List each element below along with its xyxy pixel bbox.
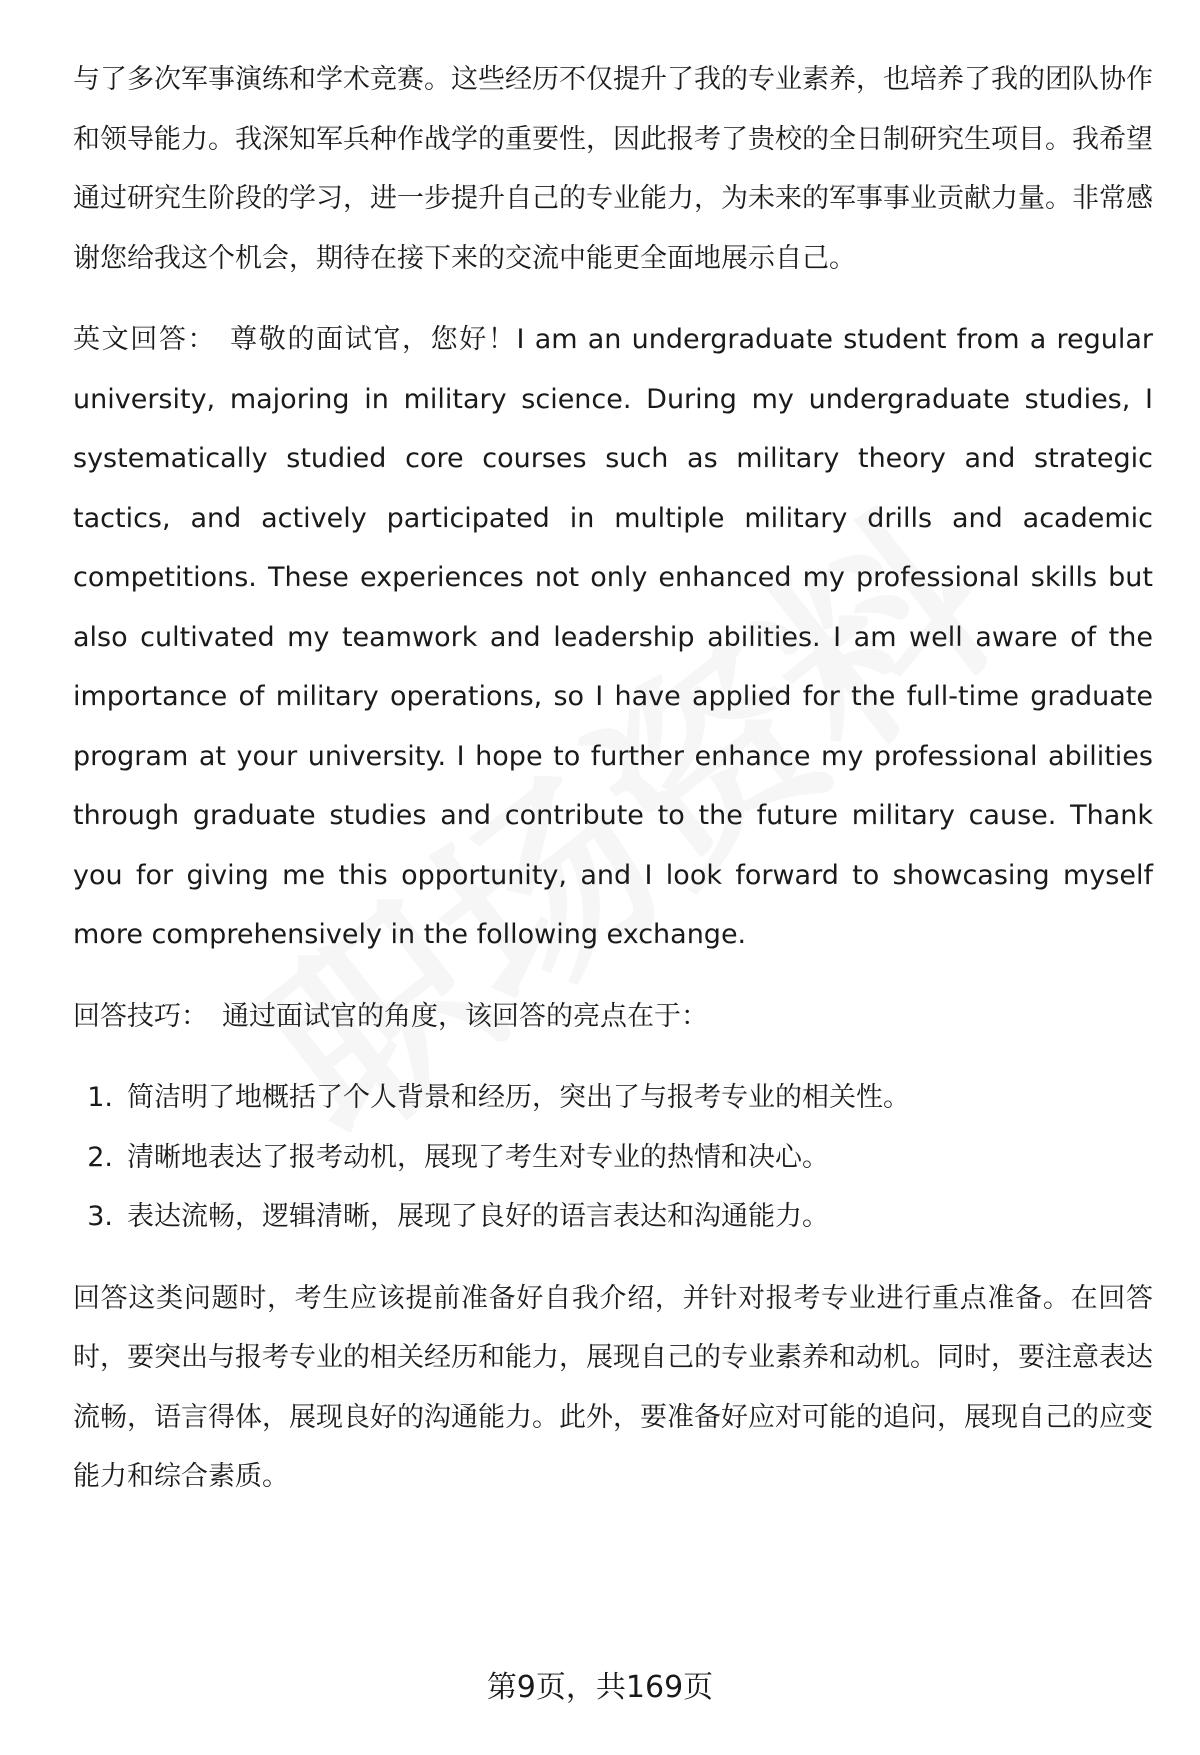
list-item-text: 表达流畅，逻辑清晰，展现了良好的语言表达和沟通能力。 bbox=[127, 1201, 829, 1232]
list-item-number: 2. bbox=[87, 1141, 113, 1173]
tips-label: 回答技巧： bbox=[73, 1000, 208, 1032]
english-answer-paragraph bbox=[73, 310, 1153, 965]
list-item-text: 简洁明了地概括了个人背景和经历，突出了与报考专业的相关性。 bbox=[127, 1082, 910, 1113]
list-item bbox=[73, 1128, 1153, 1188]
list-item-number: 1. bbox=[87, 1082, 113, 1113]
english-answer-label: 英文回答： bbox=[73, 324, 217, 355]
list-item-number: 3. bbox=[87, 1201, 113, 1232]
document-page bbox=[73, 50, 1153, 1507]
list-item bbox=[73, 1187, 1153, 1247]
english-answer-text: 尊敬的面试官，您好！I am an undergraduate student from a regular university, majoring in military science. During my undergraduate studies, I systematically studied core courses such as military theory and strategic tactics, and actively participated in multiple military drills and academic competitions. These experiences not only enhanced my professional skills but also cultivated my teamwork and leadership abilities. I am well aware of the importance of military operations, so I have applied for the full-time graduate program at your university. I hope to further enhance my professional abilities through graduate studies and contribute to the future military cause. Thank you for giving me this opportunity, and I look forward to showcasing myself more comprehensively in the following exchange. bbox=[73, 324, 1153, 950]
list-item-text: 清晰地表达了报考动机，展现了考生对专业的热情和决心。 bbox=[127, 1141, 829, 1173]
list-item bbox=[73, 1068, 1153, 1128]
tips-list bbox=[73, 1068, 1153, 1247]
closing-paragraph: 回答这类问题时，考生应该提前准备好自我介绍，并针对报考专业进行重点准备。在回答时，要突出与报考专业的相关经历和能力，展现自己的专业素养和动机。同时，要注意表达流畅，语言得体，展现良好的沟通能力。此外，要准备好应对可能的追问，展现自己的应变能力和综合素质。 bbox=[73, 1282, 1153, 1492]
tips-intro: 通过面试官的角度，该回答的亮点在于： bbox=[222, 1000, 708, 1032]
page-indicator: 第9页，共169页 bbox=[486, 1670, 714, 1705]
intro-paragraph: 与了多次军事演练和学术竞赛。这些经历不仅提升了我的专业素养，也培养了我的团队协作和领导能力。我深知军兵种作战学的重要性，因此报考了贵校的全日制研究生项目。我希望通过研究生阶段的学习，进一步提升自己的专业能力，为未来的军事事业贡献力量。非常感谢您给我这个机会，期待在接下来的交流中能更全面地展示自己。 bbox=[73, 64, 1153, 274]
tips-heading bbox=[73, 987, 1153, 1047]
